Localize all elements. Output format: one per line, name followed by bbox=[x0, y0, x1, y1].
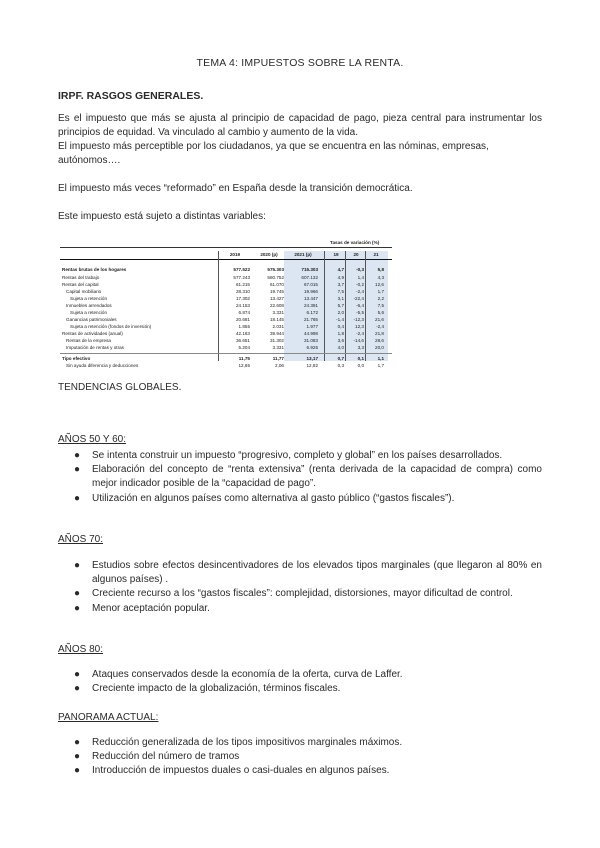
table-cell: 5,8 bbox=[377, 267, 384, 272]
col-header-var20: 20 bbox=[353, 252, 359, 257]
table-cell: 18.145 bbox=[269, 317, 284, 322]
table-row bbox=[60, 267, 392, 274]
table-cell: 1.855 bbox=[238, 324, 250, 329]
col-header-var21: 21 bbox=[373, 252, 379, 257]
bullet-icon: ● bbox=[74, 560, 81, 571]
table-cell: 1,8 bbox=[337, 331, 344, 336]
table-cell: 67.015 bbox=[303, 282, 318, 287]
table-cell: 24.391 bbox=[303, 303, 318, 308]
bullet-list-panorama bbox=[74, 736, 542, 779]
table-cell: 6.172 bbox=[306, 310, 318, 315]
table-cell: 19.745 bbox=[269, 289, 284, 294]
table-row bbox=[60, 289, 392, 296]
table-cell: 0,3 bbox=[337, 363, 344, 368]
section-heading-irpf: IRPF. RASGOS GENERALES. bbox=[58, 90, 204, 102]
table-header-rule bbox=[60, 259, 392, 260]
table-cell: 1,1 bbox=[377, 356, 384, 361]
table-cell: 12,65 bbox=[238, 363, 250, 368]
bullet-icon: ● bbox=[74, 588, 81, 600]
table-cell: 7,5 bbox=[377, 303, 384, 308]
list-item: ● Utilización en algunos países como alternativa al gasto público (“gastos fiscales”). bbox=[74, 492, 542, 506]
table-top-rule bbox=[60, 247, 392, 248]
table-cell: 1,7 bbox=[377, 289, 384, 294]
table-cell: 4,3 bbox=[377, 275, 384, 280]
table-cell: 0,7 bbox=[337, 356, 344, 361]
table-cell: 4,0 bbox=[337, 345, 344, 350]
table-cell: 0,4 bbox=[337, 324, 344, 329]
list-item: ● Elaboración del concepto de “renta extensiva” (renta derivada de la capacidad de compra) como mejor indicador posible de la “capacidad de pago”. bbox=[74, 464, 542, 490]
irpf-variables-table bbox=[60, 238, 392, 368]
bullet-list-70 bbox=[74, 559, 542, 616]
table-cell: 5,6 bbox=[377, 310, 384, 315]
bullet-icon: ● bbox=[74, 450, 81, 461]
table-row bbox=[60, 331, 392, 338]
list-item: ● Creciente recurso a los “gastos fiscales”: complejidad, distorsiones, mayor dificultad de control. bbox=[74, 587, 542, 601]
row-label: Imputación de rentas y otras bbox=[66, 345, 124, 350]
table-cell: 22.608 bbox=[269, 303, 284, 308]
variation-header: Tasas de variación (%) bbox=[330, 240, 380, 245]
table-cell: 1.977 bbox=[306, 324, 318, 329]
table-cell: 13.427 bbox=[269, 296, 284, 301]
bullet-icon: ● bbox=[74, 737, 81, 748]
table-row bbox=[60, 310, 392, 317]
list-item: ● Menor aceptación popular. bbox=[74, 602, 542, 616]
bullet-list-80 bbox=[74, 668, 542, 696]
list-item: ● Ataques conservados desde la economía de la oferta, curva de Laffer. bbox=[74, 668, 542, 682]
table-row bbox=[60, 296, 392, 303]
table-cell: 1,7 bbox=[377, 363, 384, 368]
list-item: ● Se intenta construir un impuesto “progresivo, completo y global” en los países desarrollados. bbox=[74, 449, 542, 463]
table-row bbox=[60, 363, 392, 370]
col-header-var19: 19 bbox=[333, 252, 339, 257]
table-cell: -14,6 bbox=[353, 338, 364, 343]
table-cell: 42.163 bbox=[235, 331, 250, 336]
table-cell: 36.651 bbox=[235, 338, 250, 343]
table-cell: -0,3 bbox=[356, 267, 364, 272]
col-header-2019: 2019 bbox=[229, 252, 241, 257]
intro-paragraph-1: Es el impuesto que más se ajusta al principio de capacidad de pago, pieza central para instrumentar los principios de equidad. Va vinculado al cambio y aumento de la vida. bbox=[58, 113, 542, 139]
list-item: ● Estudios sobre efectos desincentivadores de los elevados tipos marginales (que llegaron al 80% en algunos países) . bbox=[74, 560, 542, 586]
bullet-icon: ● bbox=[74, 765, 81, 777]
table-cell: 1,4 bbox=[357, 275, 364, 280]
table-cell: 21.765 bbox=[303, 317, 318, 322]
table-cell: 3.331 bbox=[272, 345, 284, 350]
table-cell: 3.331 bbox=[272, 310, 284, 315]
row-label: Rentas del trabajo bbox=[62, 275, 100, 280]
table-cell: 0,1 bbox=[357, 356, 364, 361]
table-cell: 5.204 bbox=[238, 345, 250, 350]
table-cell: 20.681 bbox=[235, 317, 250, 322]
row-label: Rentas de la empresa bbox=[66, 338, 111, 343]
row-label: Rentas brutas de los hogares bbox=[62, 267, 127, 272]
table-cell: 577.243 bbox=[233, 275, 250, 280]
section-heading-80: AÑOS 80: bbox=[58, 644, 104, 655]
section-heading-50-60: AÑOS 50 Y 60: bbox=[58, 434, 127, 445]
table-cell: 580.752 bbox=[267, 275, 284, 280]
table-cell: 2,2 bbox=[377, 296, 384, 301]
table-separator bbox=[60, 353, 392, 354]
col-header-2021: 2021 (p) bbox=[294, 252, 312, 257]
section-heading-panorama: PANORAMA ACTUAL: bbox=[58, 712, 159, 723]
table-cell: 61.215 bbox=[235, 282, 250, 287]
row-label: Tipo efectivo bbox=[62, 356, 91, 361]
row-label: Capital mobiliario bbox=[66, 289, 102, 294]
table-cell: 31.302 bbox=[269, 338, 284, 343]
intro-paragraph-4: Este impuesto está sujeto a distintas variables: bbox=[58, 211, 266, 222]
table-cell: -1,4 bbox=[336, 317, 344, 322]
table-cell: 3,6 bbox=[337, 338, 344, 343]
row-label: Rentas del capital bbox=[62, 282, 99, 287]
row-label: Inmuebles arrendados bbox=[66, 303, 112, 308]
table-cell: 7,5 bbox=[337, 289, 344, 294]
table-row bbox=[60, 282, 392, 289]
table-cell: 577.522 bbox=[233, 267, 250, 272]
table-cell: -5,5 bbox=[356, 310, 364, 315]
table-cell: 3,1 bbox=[337, 296, 344, 301]
table-cell: 12,3 bbox=[355, 324, 364, 329]
row-label: Sujeta a retención (fondos de inversión) bbox=[70, 324, 152, 329]
bullet-icon: ● bbox=[74, 751, 81, 763]
row-label: Sujeta a retención bbox=[70, 296, 108, 301]
section-heading-70: AÑOS 70: bbox=[58, 534, 104, 545]
table-cell: -6,4 bbox=[356, 303, 364, 308]
intro-paragraph-3: El impuesto más veces “reformado” en España desde la transición democrática. bbox=[58, 183, 413, 194]
table-cell: 39.944 bbox=[269, 331, 284, 336]
table-cell: 4,7 bbox=[337, 267, 344, 272]
table-cell: 2,06 bbox=[275, 363, 284, 368]
tendencias-heading: TENDENCIAS GLOBALES. bbox=[58, 382, 182, 393]
table-cell: 12,6 bbox=[375, 282, 384, 287]
table-cell: -2,4 bbox=[376, 324, 384, 329]
table-cell: 2,0 bbox=[337, 310, 344, 315]
row-label: Sin ayuda diferencia y deducciones bbox=[66, 363, 139, 368]
table-cell: 5,7 bbox=[337, 303, 344, 308]
table-row bbox=[60, 356, 392, 363]
table-cell: 607.132 bbox=[301, 275, 318, 280]
bullet-icon: ● bbox=[74, 602, 81, 614]
table-cell: 575.303 bbox=[267, 267, 284, 272]
table-cell: -2,4 bbox=[356, 289, 364, 294]
table-cell: 3,3 bbox=[357, 345, 364, 350]
table-cell: 0,0 bbox=[357, 363, 364, 368]
col-header-2020: 2020 (p) bbox=[260, 252, 278, 257]
list-item: ● Reducción del número de tramos bbox=[74, 750, 542, 764]
list-item: ● Reducción generalizada de los tipos impositivos marginales máximos. bbox=[74, 736, 542, 750]
bullet-icon: ● bbox=[74, 669, 81, 680]
table-cell: 13.447 bbox=[303, 296, 318, 301]
table-row bbox=[60, 324, 392, 331]
bullet-icon: ● bbox=[74, 492, 81, 504]
table-cell: 61.070 bbox=[269, 282, 284, 287]
table-cell: -0,2 bbox=[356, 282, 364, 287]
table-cell: 24.153 bbox=[235, 303, 250, 308]
table-cell: 31.083 bbox=[303, 338, 318, 343]
table-cell: 20,0 bbox=[375, 345, 384, 350]
list-item: ● Introducción de impuestos duales o casi-duales en algunos países. bbox=[74, 764, 542, 778]
bullet-icon: ● bbox=[74, 683, 81, 695]
table-cell: 3,7 bbox=[337, 282, 344, 287]
bullet-icon: ● bbox=[74, 464, 81, 476]
table-cell: 21,8 bbox=[375, 331, 384, 336]
intro-paragraph-2: El impuesto más perceptible por los ciudadanos, ya que se encuentra en las nóminas, empresas, autónomos…. bbox=[58, 141, 489, 167]
table-cell: -22,4 bbox=[353, 296, 364, 301]
table-cell: 715.303 bbox=[301, 267, 318, 272]
table-row bbox=[60, 317, 392, 324]
table-row bbox=[60, 303, 392, 310]
list-item: ● Creciente impacto de la globalización, términos fiscales. bbox=[74, 682, 542, 696]
table-cell: -12,3 bbox=[353, 317, 364, 322]
table-cell: 13,17 bbox=[306, 356, 318, 361]
table-cell: 11,75 bbox=[238, 356, 250, 361]
table-cell: 44.998 bbox=[303, 331, 318, 336]
table-cell: 19.966 bbox=[303, 289, 318, 294]
table-cell: 17.302 bbox=[235, 296, 250, 301]
table-cell: 11,77 bbox=[272, 356, 284, 361]
table-cell: 12,82 bbox=[306, 363, 318, 368]
row-label: Rentas de actividades (anual) bbox=[62, 331, 123, 336]
table-cell: -2,4 bbox=[356, 331, 364, 336]
bullet-list-50-60 bbox=[74, 449, 542, 506]
table-cell: 2.031 bbox=[272, 324, 284, 329]
table-cell: 21,6 bbox=[375, 317, 384, 322]
table-cell: 28,6 bbox=[375, 338, 384, 343]
table-row bbox=[60, 345, 392, 352]
table-cell: 6.874 bbox=[238, 310, 250, 315]
row-label: Sujeta a retención bbox=[70, 310, 108, 315]
page-title: TEMA 4: IMPUESTOS SOBRE LA RENTA. bbox=[196, 57, 404, 69]
table-cell: 28.310 bbox=[235, 289, 250, 294]
table-cell: 6.925 bbox=[306, 345, 318, 350]
table-row bbox=[60, 275, 392, 282]
table-cell: 4,9 bbox=[337, 275, 344, 280]
row-label: Ganancias patrimoniales bbox=[66, 317, 117, 322]
table-row bbox=[60, 338, 392, 345]
